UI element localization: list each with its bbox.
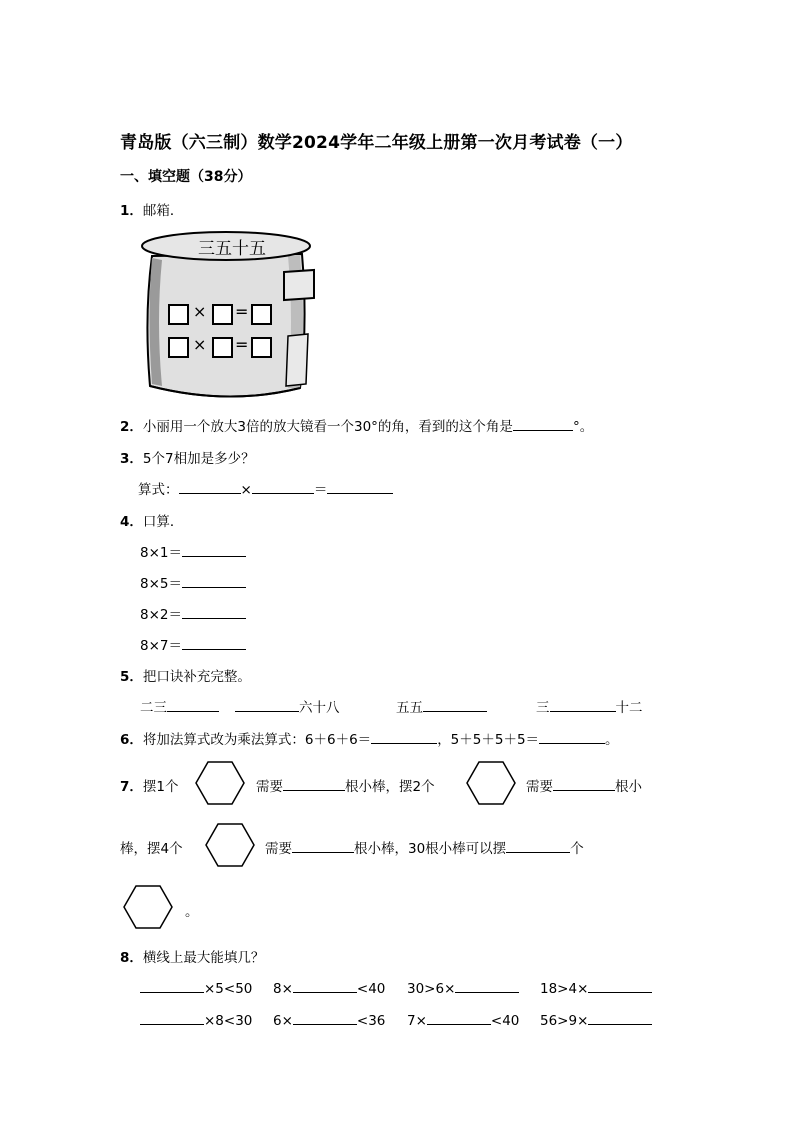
answer-blank[interactable] [140,1010,204,1025]
question-text: 根小 [615,779,642,795]
answer-blank[interactable] [140,978,204,993]
hexagon-icon [466,761,516,805]
answer-blank[interactable] [182,604,246,619]
answer-blank[interactable] [455,978,519,993]
answer-box[interactable] [169,338,188,357]
ineq-item [540,978,652,997]
question-3 [120,447,255,467]
answer-blank[interactable] [167,697,219,712]
question-text: 邮箱． [142,203,184,219]
ineq-text: 18>4× [540,981,589,997]
question-1 [120,199,183,219]
question-text: 横线上最大能填几？ [142,950,265,966]
ineq-text: 8× [273,981,293,997]
answer-blank[interactable] [513,416,573,431]
question-number: 2． [120,419,143,435]
rhyme-text: 三 [536,700,550,716]
question-8 [120,946,264,966]
hexagon-icon [123,885,173,929]
section-heading: 一、填空题（38分） [120,169,252,185]
page-title: 青岛版（六三制）数学2024学年二年级上册第一次月考试卷（一） [120,133,633,153]
answer-blank[interactable] [283,776,345,791]
answer-box[interactable] [213,338,232,357]
question-text: 口算． [142,514,184,530]
question-text: 根小棒，摆2个 [345,779,435,795]
hexagon-icon [205,823,255,867]
q7-line2-end [265,837,584,857]
answer-blank[interactable] [371,729,437,744]
ineq-text: <36 [356,1013,386,1029]
answer-blank[interactable] [182,635,246,650]
question-text: ，5＋5＋5＋5＝ [437,732,540,748]
answer-blank[interactable] [423,697,487,712]
equals-sign: = [235,302,249,321]
ineq-item [273,1010,385,1029]
question-text: 根小棒，30根小棒可以摆 [354,841,507,857]
question-4 [120,510,183,530]
q7-line2-start [120,837,183,857]
question-number: 7． [120,779,143,795]
rhyme-text: 十二 [615,700,643,716]
answer-blank[interactable] [292,838,354,853]
ineq-item [140,1010,252,1029]
calc-item [140,541,246,561]
rhyme-text: 五五 [396,700,423,716]
rhyme-item [396,696,487,716]
question-text: 棒，摆4个 [120,841,183,857]
ineq-text: <40 [356,981,386,997]
answer-blank[interactable] [235,697,299,712]
question-text: 摆1个 [142,779,179,795]
q7-line1-end [526,775,642,795]
question-5 [120,665,251,685]
calc-expression: 8×1＝ [140,545,182,561]
answer-blank[interactable] [427,1010,491,1025]
equals-sign: = [235,335,249,354]
times-sign: × [193,302,207,321]
answer-blank[interactable] [179,479,241,494]
calc-item [140,634,246,654]
question-tail: 。 [605,732,619,748]
question-text: 需要 [265,841,292,857]
answer-blank[interactable] [588,1010,652,1025]
ineq-item [407,1010,519,1029]
question-tail: °。 [572,419,594,435]
q3-formula [138,478,393,498]
answer-blank[interactable] [588,978,652,993]
answer-blank[interactable] [327,479,393,494]
answer-blank[interactable] [506,838,570,853]
times-sign: × [193,335,207,354]
equals-sign: ＝ [313,482,328,498]
ineq-item [140,978,252,997]
ineq-item [540,1010,652,1029]
ineq-text: ×8<30 [204,1013,253,1029]
q7-line1-mid [256,775,435,795]
formula-label: 算式： [138,482,179,498]
ineq-item [273,978,385,997]
question-number: 6． [120,732,143,748]
calc-expression: 8×5＝ [140,576,182,592]
question-number: 1． [120,203,143,219]
times-sign: × [240,482,252,498]
calc-expression: 8×7＝ [140,638,182,654]
question-text: 5个7相加是多少？ [142,451,255,467]
mailbox-label: 三五十五 [198,239,266,259]
answer-box[interactable] [169,305,188,324]
ineq-text: <40 [490,1013,520,1029]
question-number: 4． [120,514,143,530]
answer-blank[interactable] [293,978,357,993]
hexagon-icon [195,761,245,805]
answer-box[interactable] [252,305,271,324]
question-6 [120,728,619,748]
rhyme-item [140,696,219,716]
question-text: 需要 [256,779,283,795]
ineq-text: ×5<50 [204,981,253,997]
ineq-text: 56>9× [540,1013,589,1029]
q7-line3-end: 。 [185,904,199,920]
ineq-text: 7× [407,1013,427,1029]
answer-blank[interactable] [539,729,605,744]
calc-expression: 8×2＝ [140,607,182,623]
question-text: 个 [570,841,584,857]
answer-blank[interactable] [293,1010,357,1025]
rhyme-item [536,696,643,716]
answer-blank[interactable] [553,776,615,791]
answer-blank[interactable] [550,697,616,712]
rhyme-text: 二三 [140,700,167,716]
rhyme-text: 六十八 [299,700,340,716]
ineq-text: 30>6× [407,981,456,997]
calc-item [140,603,246,623]
question-number: 8． [120,950,143,966]
question-text: 需要 [526,779,553,795]
answer-blank[interactable] [252,479,314,494]
question-7 [120,775,179,795]
calc-item [140,572,246,592]
ineq-text: 6× [273,1013,293,1029]
rhyme-item [235,696,340,716]
question-number: 3． [120,451,143,467]
question-2 [120,415,593,435]
question-number: 5． [120,669,143,685]
answer-box[interactable] [252,338,271,357]
ineq-item [407,978,519,997]
answer-blank[interactable] [182,542,246,557]
answer-blank[interactable] [182,573,246,588]
question-text: 把口诀补充完整。 [142,669,251,685]
answer-box[interactable] [213,305,232,324]
question-text: 将加法算式改为乘法算式：6＋6＋6＝ [142,732,372,748]
question-text: 小丽用一个放大3倍的放大镜看一个30°的角，看到的这个角是 [142,419,513,435]
